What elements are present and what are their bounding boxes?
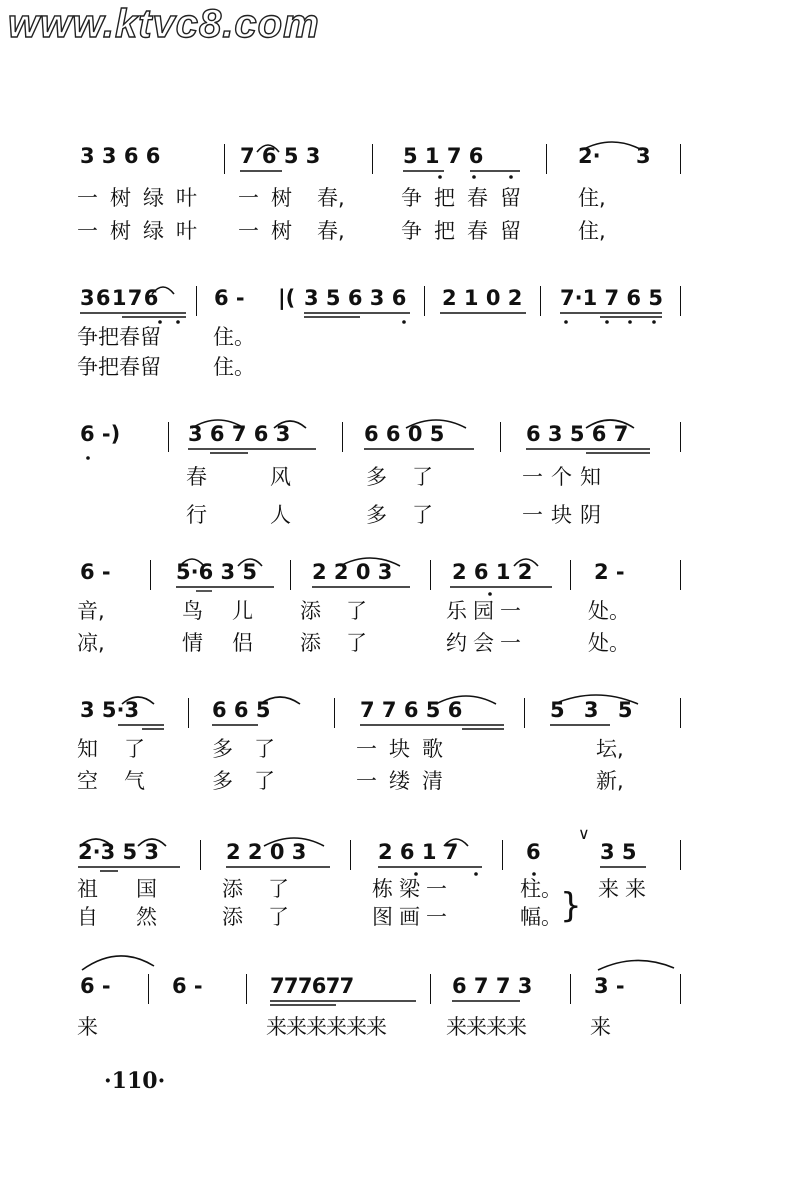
- lyric-text: 一树: [238, 186, 304, 210]
- notes-measure-4: 6 3 5 6 7: [526, 422, 629, 446]
- lyric-text: 一缕清: [356, 769, 455, 793]
- barline: [680, 974, 681, 1004]
- lyric-text: 一树绿叶: [77, 219, 209, 243]
- lyric-text: 争把春留: [77, 325, 161, 349]
- lyric-text: 音,: [77, 599, 105, 623]
- page-number: ·110·: [104, 1068, 166, 1094]
- lyric-text: 处。: [588, 631, 630, 655]
- notes-measure-2: 2 2 0 3: [226, 840, 307, 864]
- lyric-text: 了: [268, 905, 289, 929]
- notes-measure-1: 2·3 5 3: [78, 840, 160, 864]
- barline: [246, 974, 247, 1004]
- barline: [500, 422, 501, 452]
- lyric-text: 人: [270, 503, 291, 527]
- notes-measure-3: 7 7 7 6 7 7: [270, 974, 351, 998]
- barline: [680, 840, 681, 870]
- lyric-text: 争把春留: [401, 219, 533, 243]
- barline: [502, 840, 503, 870]
- barline: [680, 286, 681, 316]
- lyric-text: 情: [182, 631, 203, 655]
- lyric-text: 了: [268, 877, 289, 901]
- lyric-text: 多: [366, 503, 387, 527]
- lyric-text: 气: [124, 769, 145, 793]
- lyric-line-1: [0, 598, 790, 628]
- barline: [524, 698, 525, 728]
- notes-measure-1: 3 6 1 7 6: [80, 286, 156, 310]
- lyric-line-1: [0, 185, 790, 215]
- lyric-text: 多: [212, 737, 233, 761]
- lyric-text: 一个知: [522, 465, 609, 489]
- lyric-text: 祖: [77, 877, 98, 901]
- lyric-text: 处。: [588, 599, 630, 623]
- lyric-text: 住。: [213, 325, 255, 349]
- lyric-text: 儿: [232, 599, 253, 623]
- notes-measure-3: 3 5 6 3 6: [304, 286, 407, 310]
- barline: [342, 422, 343, 452]
- lyric-text: 了: [346, 631, 367, 655]
- barline: [546, 144, 547, 174]
- lyric-text: 知: [77, 737, 98, 761]
- lyric-line-1: [0, 464, 790, 494]
- lyric-text: 图画一: [372, 905, 453, 929]
- barline: [680, 698, 681, 728]
- lyric-text: 来: [590, 1015, 611, 1039]
- notes-measure-2: 7 6 5 3: [240, 144, 321, 168]
- lyric-text: 住,: [578, 219, 606, 243]
- lyric-line-2: [0, 904, 790, 934]
- lyric-line-1: [0, 324, 790, 354]
- lyric-text: 春,: [317, 219, 345, 243]
- lyric-text: 争把春留: [401, 186, 533, 210]
- notes-measure-4: 2 1 0 2: [442, 286, 523, 310]
- barline: [430, 560, 431, 590]
- barline: [196, 286, 197, 316]
- notes-measure-1: 6 -: [80, 974, 111, 998]
- barline: [372, 144, 373, 174]
- notes-measure-3: 6 6 0 5: [364, 422, 445, 446]
- lyric-text: 行: [186, 503, 207, 527]
- notes-measure-2: 6 -: [214, 286, 245, 310]
- barline: [200, 840, 201, 870]
- lyric-text: 一树绿叶: [77, 186, 209, 210]
- lyric-text: 了: [254, 769, 275, 793]
- lyric-text: 一块歌: [356, 737, 455, 761]
- lyric-text: 来来来来来来: [266, 1015, 386, 1039]
- barline: [150, 560, 151, 590]
- lyric-line-1: [0, 1014, 790, 1044]
- lyric-text: 新,: [596, 769, 624, 793]
- barline: [290, 560, 291, 590]
- lyric-text: 柱。: [520, 877, 562, 901]
- lyric-text: 添: [222, 877, 243, 901]
- lyric-line-2: [0, 502, 790, 532]
- notes-measure-3: 2 6 1 7: [378, 840, 459, 864]
- lyric-line-2: [0, 768, 790, 798]
- lyric-line-2: [0, 354, 790, 384]
- barline: [540, 286, 541, 316]
- lyric-text: 一树: [238, 219, 304, 243]
- notes-measure-2: 6 6 5: [212, 698, 271, 722]
- lyric-text: 风: [270, 465, 291, 489]
- lyric-text: 来来来来: [446, 1015, 526, 1039]
- lyric-text: 了: [254, 737, 275, 761]
- lyric-text: 来: [77, 1015, 98, 1039]
- lyric-text: 多: [212, 769, 233, 793]
- lyric-text: 凉,: [77, 631, 105, 655]
- lyric-text: 约会一: [446, 631, 527, 655]
- barline: [430, 974, 431, 1004]
- lyric-text: 住。: [213, 355, 255, 379]
- notes-measure-2: 3 6 7 6 3: [188, 422, 291, 446]
- lyric-text: 自: [77, 905, 98, 929]
- lyric-text: 添: [300, 599, 321, 623]
- notes-measure-4: 6 7 7 3: [452, 974, 533, 998]
- barline: [680, 560, 681, 590]
- lyric-text: 争把春留: [77, 355, 161, 379]
- notes-measure-4b: 3 5: [600, 840, 637, 864]
- lyric-text: 国: [136, 877, 157, 901]
- lyric-text: 来来: [598, 877, 652, 901]
- lyric-text: 了: [124, 737, 145, 761]
- lyric-text: 了: [412, 503, 433, 527]
- notes-measure-4: 6: [526, 840, 541, 864]
- lyric-text: 住,: [578, 186, 606, 210]
- lyric-text: 鸟: [182, 599, 203, 623]
- notes-measure-3: 5 1 7 6: [403, 144, 484, 168]
- barline: [168, 422, 169, 452]
- lyric-line-2: [0, 630, 790, 660]
- notes-measure-4: 2·: [578, 144, 601, 168]
- notes-measure-4: 2 6 1 2: [452, 560, 533, 584]
- barline: [424, 286, 425, 316]
- lyric-text: 一块阴: [522, 503, 609, 527]
- notes-measure-2: 6 -: [172, 974, 203, 998]
- barline: [350, 840, 351, 870]
- barline: [680, 422, 681, 452]
- notes-measure-5: 3 -: [594, 974, 625, 998]
- lyric-text: 春: [186, 465, 207, 489]
- lyric-text: 多: [366, 465, 387, 489]
- notes-measure-1: 3 5·3: [80, 698, 140, 722]
- notes-measure-3: 7 7 6 5 6: [360, 698, 463, 722]
- lyric-text: 了: [412, 465, 433, 489]
- breath-mark: ∨: [578, 824, 590, 843]
- barline: [570, 974, 571, 1004]
- lyric-text: 添: [300, 631, 321, 655]
- barline: [148, 974, 149, 1004]
- barline: [334, 698, 335, 728]
- notes-measure-1: 6 -: [80, 560, 111, 584]
- lyric-text: 春,: [317, 186, 345, 210]
- notes-measure-4b: 3: [636, 144, 651, 168]
- lyric-text: 栋梁一: [372, 877, 453, 901]
- notes-measure-1: 3 3 6 6: [80, 144, 161, 168]
- notes-measure-5: 2 -: [594, 560, 625, 584]
- lyric-text: 了: [346, 599, 367, 623]
- notes-measure-2: 5·6 3 5: [176, 560, 258, 584]
- notes-measure-5: 7·1 7 6 5: [560, 286, 663, 310]
- barline: [224, 144, 225, 174]
- lyric-line-2: [0, 218, 790, 248]
- notes-measure-1: 6 -): [80, 422, 121, 446]
- notes-measure-4: 5 3 5: [550, 698, 639, 722]
- lyric-text: 然: [136, 905, 157, 929]
- notes-measure-3: 2 2 0 3: [312, 560, 393, 584]
- lyric-text: 空: [77, 769, 98, 793]
- lyric-text: 乐园一: [446, 599, 527, 623]
- barline: [570, 560, 571, 590]
- barline: [680, 144, 681, 174]
- lyric-line-1: [0, 876, 790, 906]
- lyric-text: 坛,: [596, 737, 624, 761]
- lyric-text: 侣: [232, 631, 253, 655]
- lyric-text: 添: [222, 905, 243, 929]
- paren-open: |(: [278, 286, 296, 310]
- lyric-brace: }: [560, 886, 582, 926]
- lyric-text: 幅。: [520, 905, 562, 929]
- lyric-line-1: [0, 736, 790, 766]
- barline: [188, 698, 189, 728]
- site-watermark: www.ktvc8.com: [8, 2, 320, 46]
